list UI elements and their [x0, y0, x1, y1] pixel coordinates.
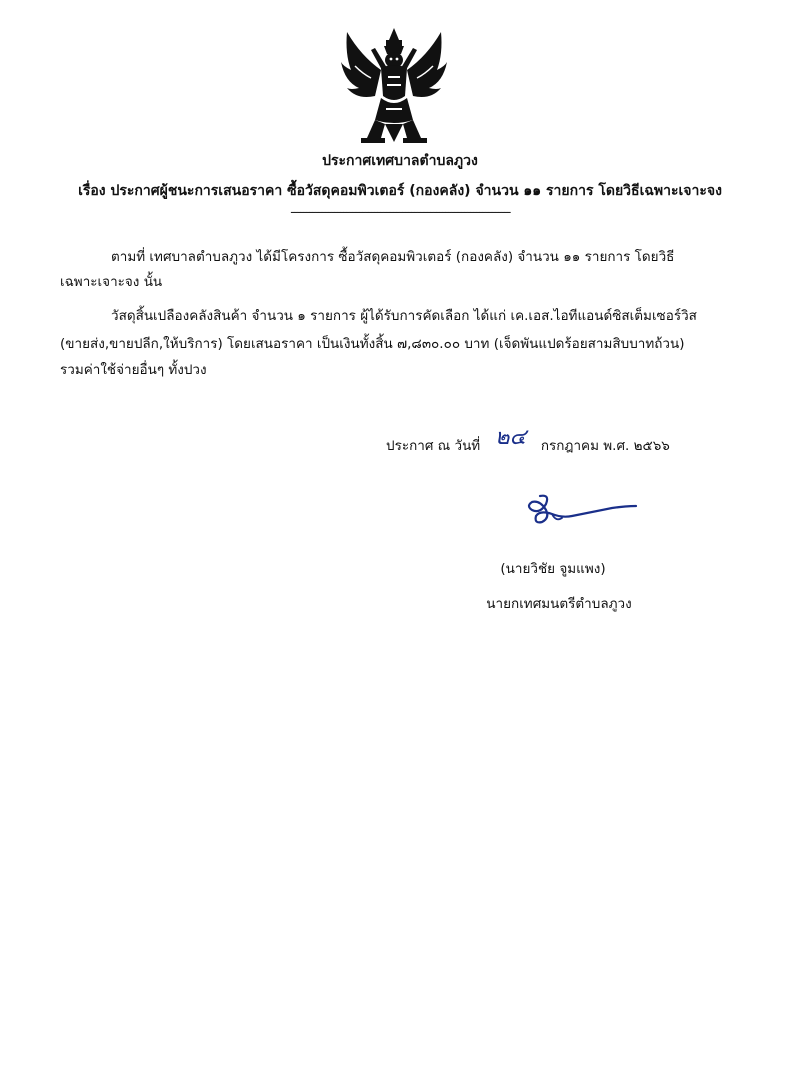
paragraph-2-line-3: รวมค่าใช้จ่ายอื่นๆ ทั้งปวง [60, 362, 207, 378]
subject-heading: เรื่อง ประกาศผู้ชนะการเสนอราคา ซื้อวัสดุคอมพิวเตอร์ (กองคลัง) จำนวน ๑๑ รายการ โดยวิธีเฉพาะเจาะจง [78, 183, 722, 199]
date-suffix: กรกฎาคม พ.ศ. ๒๕๖๖ [540, 438, 670, 454]
announcement-date [386, 425, 670, 460]
dashed-divider: ----------------------------------------------------------------------- [290, 205, 510, 220]
garuda-emblem [341, 26, 447, 144]
signatory-name: (นายวิชัย จูมแพง) [500, 561, 606, 577]
paragraph-2-line-1: วัสดุสิ้นเปลืองคลังสินค้า จำนวน ๑ รายการ ผู้ได้รับการคัดเลือก ได้แก่ เค.เอส.ไอทีแอนด์ซิสเต็มเซอร์วิส [111, 308, 697, 324]
date-prefix: ประกาศ ณ วันที่ [386, 438, 481, 454]
paragraph-2-line-2: (ขายส่ง,ขายปลีก,ให้บริการ) โดยเสนอราคา เป็นเงินทั้งสิ้น ๗,๘๓๐.๐๐ บาท (เจ็ดพันแปดร้อยสามสิบบาทถ้วน) [60, 336, 685, 352]
page-title: ประกาศเทศบาลตำบลภูวง [322, 153, 478, 169]
paragraph-1-line-2: เฉพาะเจาะจง นั้น [60, 274, 163, 290]
handwritten-signature [522, 492, 638, 536]
signatory-position: นายกเทศมนตรีตำบลภูวง [486, 596, 632, 612]
paragraph-1-line-1: ตามที่ เทศบาลตำบลภูวง ได้มีโครงการ ซื้อวัสดุคอมพิวเตอร์ (กองคลัง) จำนวน ๑๑ รายการ โดยวิธี [111, 249, 675, 265]
handwritten-day: ๒๔ [494, 425, 527, 450]
